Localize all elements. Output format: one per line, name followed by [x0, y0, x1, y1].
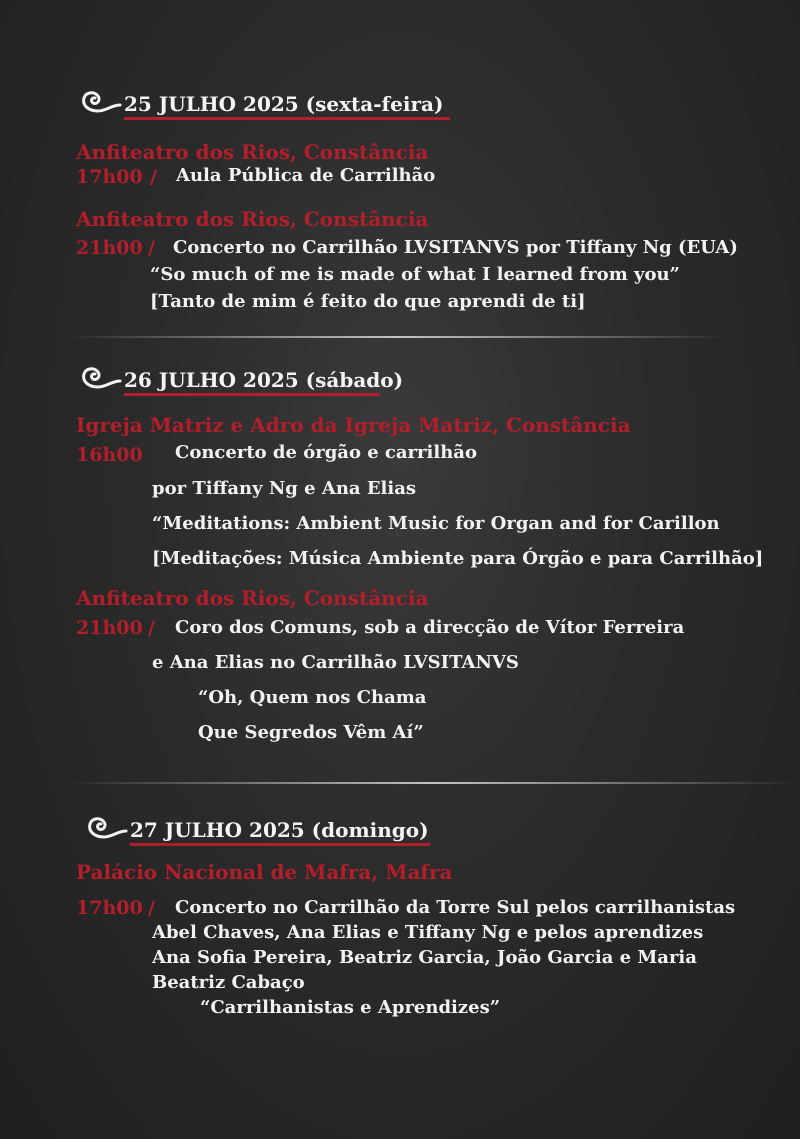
day-heading-underline [130, 843, 430, 846]
event-line: “Meditations: Ambient Music for Organ and for Carillon [152, 513, 720, 534]
event-time: 21h00 [76, 237, 143, 259]
day-heading-underline [124, 117, 450, 120]
event-line: [Tanto de mim é feito do que aprendi de ti] [150, 291, 586, 312]
event-line: “So much of me is made of what I learned from you” [150, 264, 680, 285]
event-line: “Carrilhanistas e Aprendizes” [200, 997, 501, 1018]
event-line: Que Segredos Vêm Aí” [198, 722, 424, 743]
venue-name: Anfiteatro dos Rios, Constância [76, 586, 429, 610]
section-divider [68, 336, 728, 338]
event-line: por Tiffany Ng e Ana Elias [152, 478, 417, 499]
section-divider [68, 782, 798, 784]
time-separator: / [150, 166, 157, 188]
venue-name: Igreja Matriz e Adro da Igreja Matriz, Constância [76, 413, 631, 437]
day-heading: 27 JULHO 2025 (domingo) [130, 818, 429, 842]
event-line: Concerto no Carrilhão da Torre Sul pelos carrilhanistas [175, 897, 736, 918]
scroll-swirl-icon [76, 364, 124, 394]
event-line: [Meditações: Música Ambiente para Órgão e para Carrilhão] [152, 548, 764, 569]
event-line: Ana Sofia Pereira, Beatriz Garcia, João Garcia e Maria [152, 947, 697, 968]
venue-name: Palácio Nacional de Mafra, Mafra [76, 860, 453, 884]
event-line: Abel Chaves, Ana Elias e Tiffany Ng e pelos aprendizes [152, 922, 704, 943]
event-line: Concerto no Carrilhão LVSITANVS por Tiffany Ng (EUA) [173, 237, 738, 258]
time-separator: / [148, 617, 155, 639]
event-line: e Ana Elias no Carrilhão LVSITANVS [152, 652, 519, 673]
day-heading: 25 JULHO 2025 (sexta-feira) [124, 92, 444, 116]
time-separator: / [148, 897, 155, 919]
scroll-swirl-icon [76, 88, 124, 118]
event-time: 17h00 [76, 897, 143, 919]
event-line: Beatriz Cabaço [152, 972, 305, 993]
event-time: 16h00 [76, 444, 143, 466]
event-line: “Oh, Quem nos Chama [198, 687, 427, 708]
scroll-swirl-icon [82, 814, 130, 844]
event-time: 17h00 [76, 166, 143, 188]
time-separator: / [148, 237, 155, 259]
event-line: Coro dos Comuns, sob a direcção de Vítor Ferreira [175, 617, 685, 638]
day-heading-underline [124, 393, 380, 396]
venue-name: Anfiteatro dos Rios, Constância [76, 140, 429, 164]
day-heading: 26 JULHO 2025 (sábado) [124, 368, 404, 392]
venue-name: Anfiteatro dos Rios, Constância [76, 207, 429, 231]
event-line: Concerto de órgão e carrilhão [175, 442, 477, 463]
event-line: Aula Pública de Carrilhão [176, 165, 436, 186]
event-time: 21h00 [76, 617, 143, 639]
